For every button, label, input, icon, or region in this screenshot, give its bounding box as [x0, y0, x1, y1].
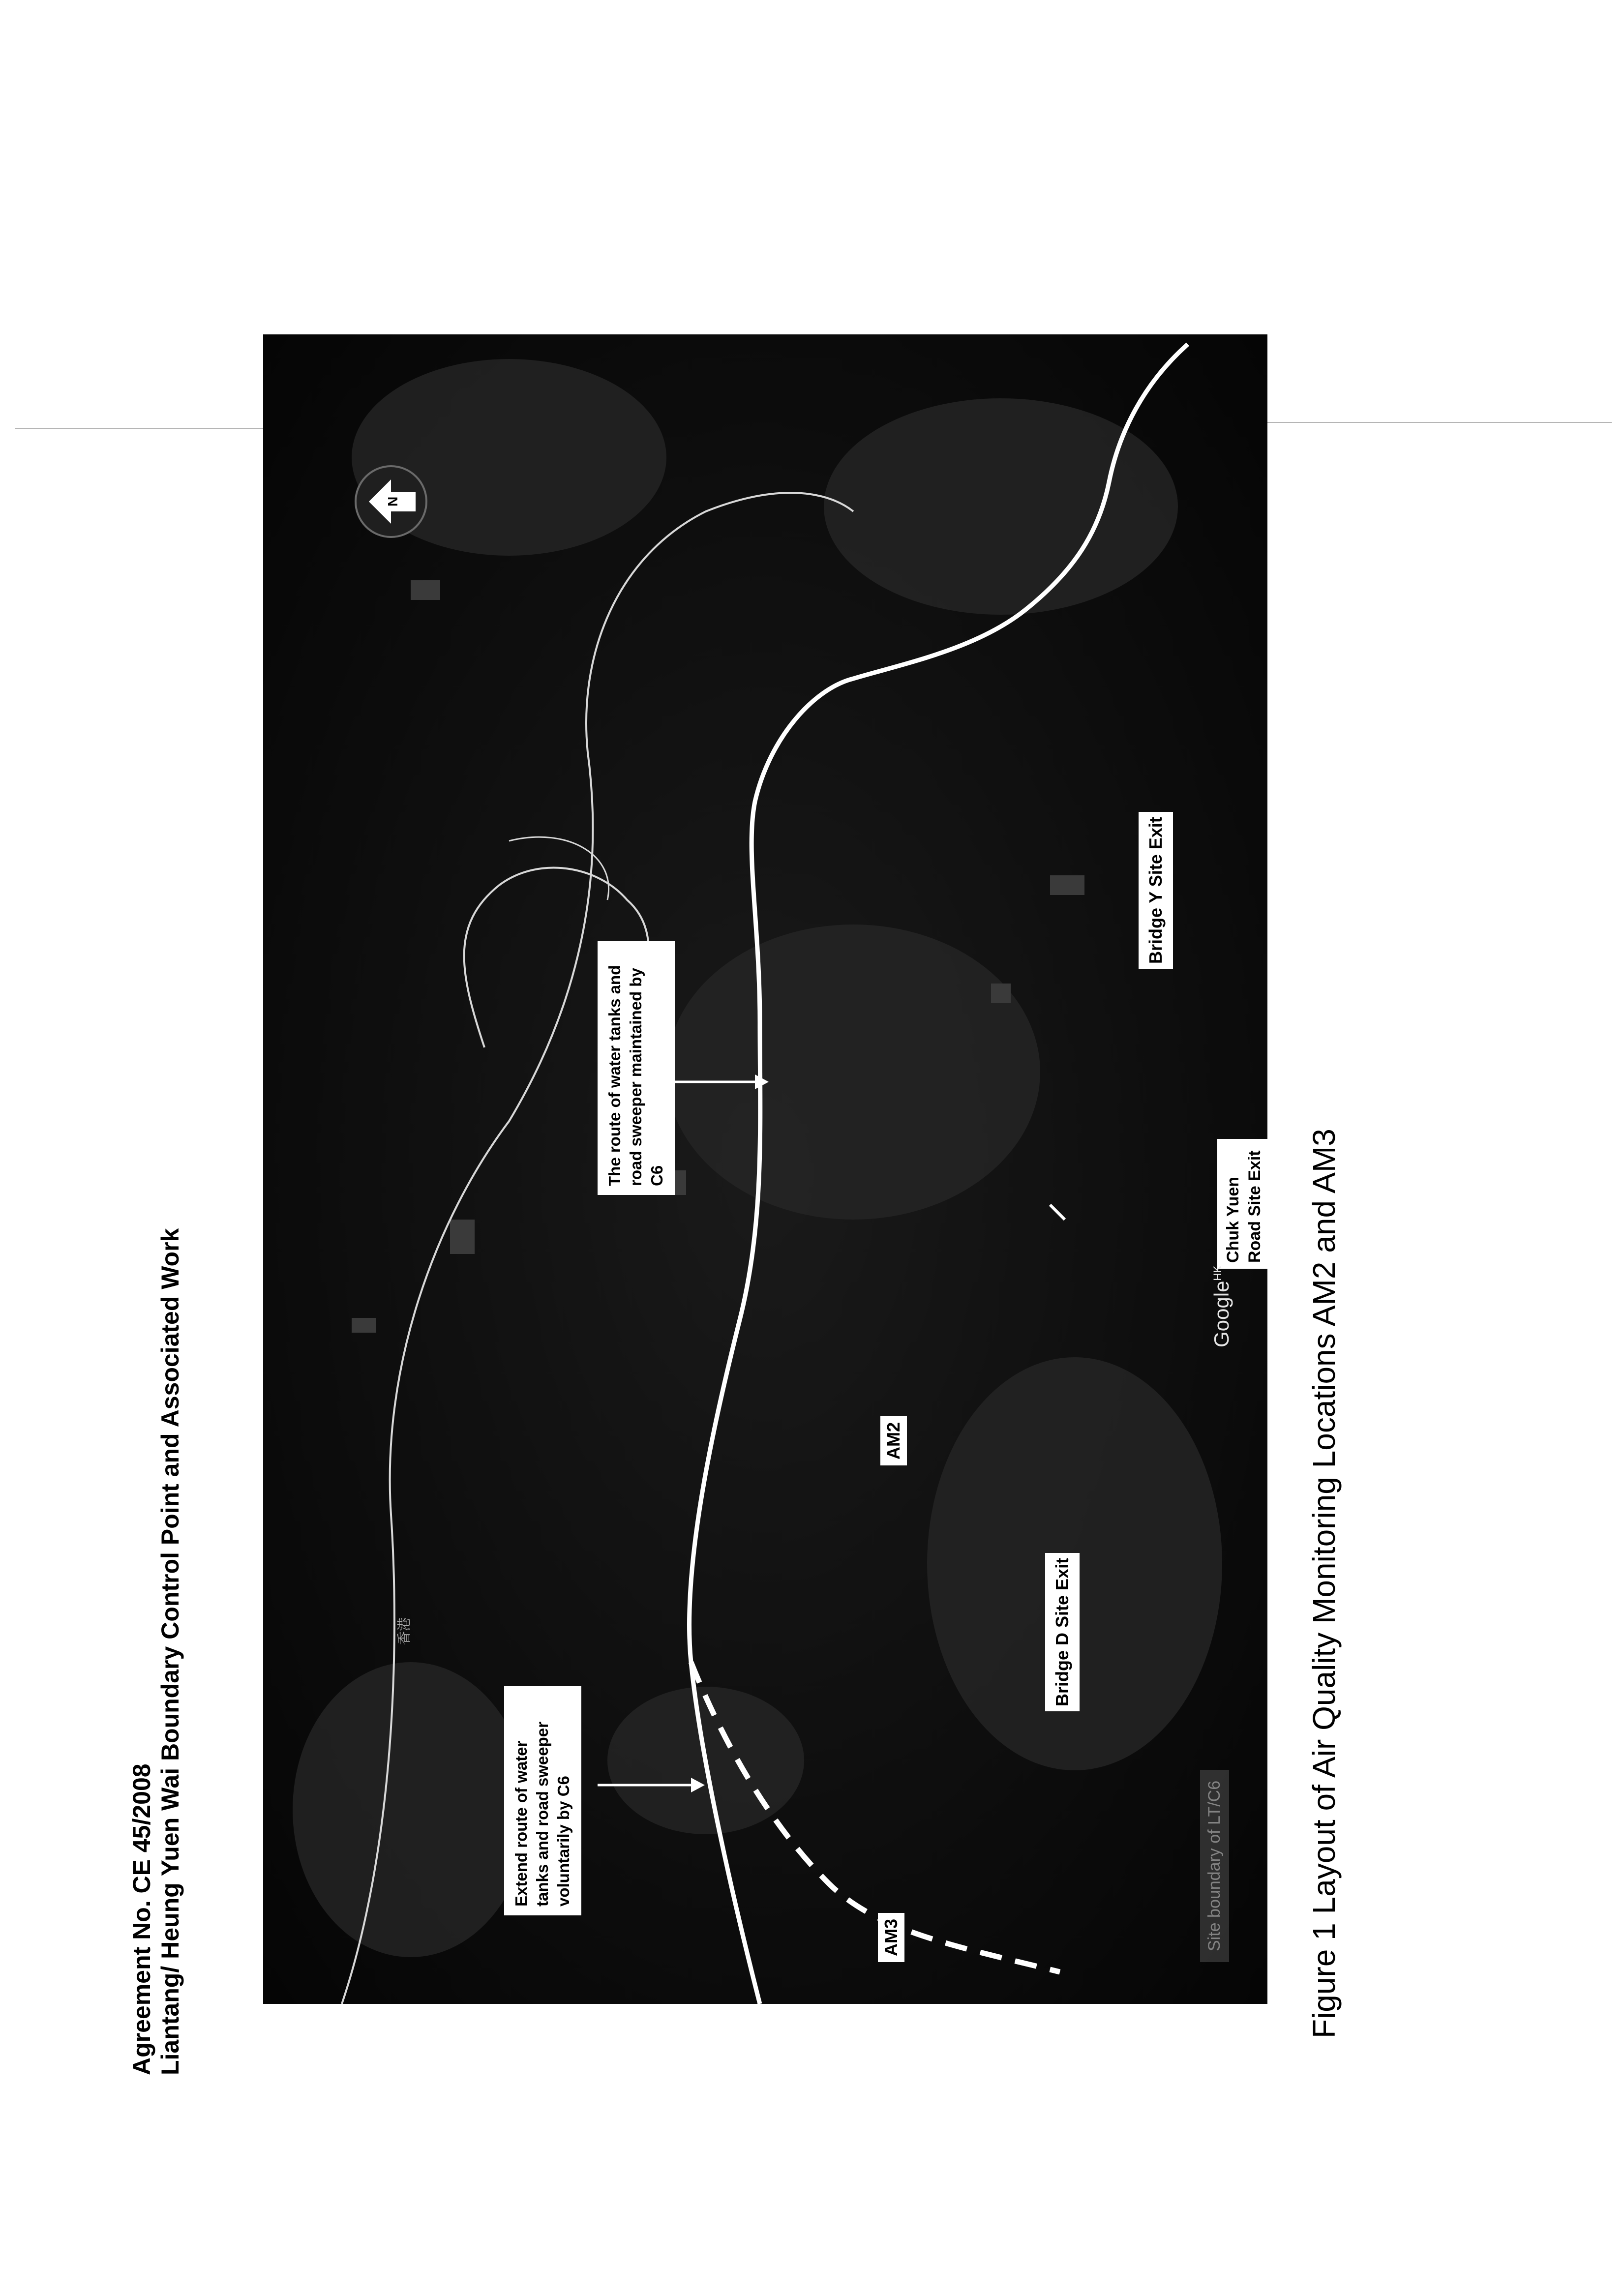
- label-chuk-yuen-exit: Chuk Yuen Road Site Exit: [1217, 1139, 1267, 1269]
- google-attribution: Google$^{HK}$: [1210, 1266, 1233, 1347]
- map-legend: [1200, 1770, 1229, 1962]
- document-header: [128, 1228, 184, 2075]
- agreement-number: Agreement No. CE 45/2008: [128, 1763, 155, 2075]
- compass-letter: N: [385, 496, 400, 507]
- label-bridge-y-exit: Bridge Y Site Exit: [1139, 812, 1173, 969]
- figure-caption: Figure 1 Layout of Air Quality Monitoring Locations AM2 and AM3: [1306, 1129, 1342, 2038]
- map-graphics: [263, 334, 1267, 2004]
- label-bridge-d-exit: Bridge D Site Exit: [1045, 1553, 1080, 1711]
- place-label: 香港: [396, 1617, 412, 1645]
- satellite-map: N The route of water tanks and road sweeper maintained by C6 Extend route of water tanks and road sweeper voluntarily by C6 Bridge Y Site Exit Chuk Yuen Road Site Exit Bridge D Site Exit AM2 AM3 Site boundary of LT/C6 香港 Google$^{HK}$: [263, 334, 1267, 2004]
- station-am2: AM2: [880, 1416, 907, 1465]
- legend-site-boundary: Site boundary of LT/C6: [1200, 1770, 1229, 1962]
- station-am3: AM3: [878, 1913, 904, 1962]
- scan-line-left: [15, 428, 263, 429]
- scan-line-right: [1267, 422, 1612, 423]
- project-title: Liantang/ Heung Yuen Wai Boundary Control Point and Associated Work: [156, 1228, 184, 2075]
